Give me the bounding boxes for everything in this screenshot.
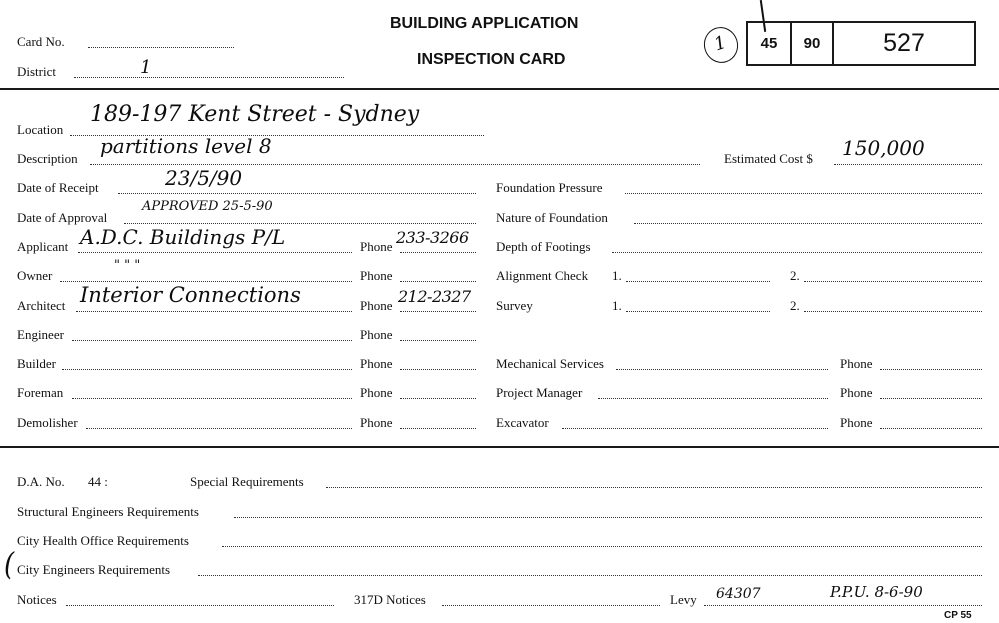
district-value: 1 [140, 57, 152, 78]
header-divider [0, 88, 999, 90]
engineer-phone-line [400, 340, 476, 341]
project-manager-phone-label: Phone [840, 385, 873, 400]
district-line [74, 77, 344, 78]
applicant-phone-line [400, 252, 476, 253]
levy-label: Levy [670, 592, 697, 607]
city-engineers-line [198, 575, 982, 576]
depth-of-footings-label: Depth of Footings [496, 239, 591, 254]
alignment-check-2-line [804, 281, 982, 282]
alignment-check-label: Alignment Check [496, 268, 589, 283]
nature-of-foundation-label: Nature of Foundation [496, 210, 608, 225]
engineer-phone-label: Phone [360, 327, 393, 342]
survey-2-label: 2. [790, 298, 800, 313]
builder-phone-label: Phone [360, 356, 393, 371]
engineer-line [72, 340, 352, 341]
applicant-phone-value: 233-3266 [396, 228, 469, 247]
number-box-a [746, 21, 792, 66]
demolisher-phone-label: Phone [360, 415, 393, 430]
architect-phone-label: Phone [360, 298, 393, 313]
owner-phone-line [400, 281, 476, 282]
city-health-office-label: City Health Office Requirements [17, 533, 189, 548]
applicant-phone-label: Phone [360, 239, 393, 254]
alignment-check-1-line [626, 281, 770, 282]
notices-317d-line [442, 605, 660, 606]
card-no-line [88, 47, 234, 48]
date-of-receipt-label: Date of Receipt [17, 180, 99, 195]
structural-engineers-label: Structural Engineers Requirements [17, 504, 199, 519]
excavator-line [562, 428, 828, 429]
architect-phone-value: 212-2327 [398, 287, 471, 306]
city-health-office-line [222, 546, 982, 547]
mechanical-services-line [616, 369, 828, 370]
description-value: partitions level 8 [100, 134, 272, 158]
estimated-cost-value: 150,000 [842, 136, 925, 160]
mechanical-services-phone-line [880, 369, 982, 370]
builder-line [62, 369, 352, 370]
demolisher-label: Demolisher [17, 415, 78, 430]
location-value: 189-197 Kent Street - Sydney [90, 102, 420, 127]
builder-label: Builder [17, 356, 56, 371]
foreman-phone-line [400, 398, 476, 399]
survey-label: Survey [496, 298, 533, 313]
card-no-label: Card No. [17, 34, 65, 49]
circled-mark [699, 23, 742, 68]
nature-of-foundation-line [634, 223, 982, 224]
alignment-check-2-label: 2. [790, 268, 800, 283]
number-box-b-value: 90 [803, 35, 821, 52]
city-engineers-label: City Engineers Requirements [17, 562, 171, 577]
foundation-pressure-label: Foundation Pressure [496, 180, 603, 195]
form-code: CP 55 [944, 610, 972, 621]
description-line [90, 164, 700, 165]
architect-label: Architect [17, 298, 66, 313]
applicant-line [78, 252, 352, 253]
card-title-line1: BUILDING APPLICATION [390, 15, 579, 32]
foreman-label: Foreman [17, 385, 64, 400]
owner-line [60, 281, 352, 282]
foreman-line [72, 398, 352, 399]
project-manager-phone-line [880, 398, 982, 399]
depth-of-footings-line [612, 252, 982, 253]
district-label: District [17, 64, 56, 79]
da-no-value: 44 : [88, 474, 108, 489]
number-box-c [832, 21, 976, 66]
demolisher-phone-line [400, 428, 476, 429]
architect-phone-line [400, 311, 476, 312]
number-box-c-value: 527 [883, 29, 925, 57]
architect-value: Interior Connections [80, 283, 301, 307]
date-of-receipt-line [118, 193, 476, 194]
project-manager-line [598, 398, 828, 399]
estimated-cost-line [834, 164, 982, 165]
special-requirements-line [326, 487, 982, 488]
applicant-label: Applicant [17, 239, 69, 254]
foundation-pressure-line [625, 193, 982, 194]
owner-label: Owner [17, 268, 53, 283]
special-requirements-label: Special Requirements [190, 474, 304, 489]
bracket-mark: ( [4, 547, 15, 583]
excavator-phone-line [880, 428, 982, 429]
circled-mark-value: 1 [711, 31, 729, 56]
notices-317d-label: 317D Notices [354, 592, 426, 607]
da-no-label: D.A. No. [17, 474, 65, 489]
applicant-value: A.D.C. Buildings P/L [80, 225, 286, 249]
section-divider [0, 446, 999, 448]
builder-phone-line [400, 369, 476, 370]
engineer-label: Engineer [17, 327, 64, 342]
card-title-line2: INSPECTION CARD [417, 51, 566, 68]
levy-line [704, 605, 982, 606]
date-of-approval-label: Date of Approval [17, 210, 108, 225]
levy-note: P.P.U. 8-6-90 [830, 583, 923, 601]
description-label: Description [17, 151, 78, 166]
location-label: Location [17, 122, 64, 137]
date-of-receipt-value: 23/5/90 [165, 166, 243, 190]
survey-1-label: 1. [612, 298, 622, 313]
excavator-label: Excavator [496, 415, 549, 430]
structural-engineers-line [234, 517, 982, 518]
estimated-cost-label: Estimated Cost $ [724, 151, 813, 166]
excavator-phone-label: Phone [840, 415, 873, 430]
date-of-approval-line [124, 223, 476, 224]
owner-value: " " " [114, 258, 141, 273]
owner-phone-label: Phone [360, 268, 393, 283]
mechanical-services-label: Mechanical Services [496, 356, 604, 371]
notices-line [66, 605, 334, 606]
number-box-a-value: 45 [760, 35, 778, 52]
foreman-phone-label: Phone [360, 385, 393, 400]
project-manager-label: Project Manager [496, 385, 583, 400]
alignment-check-1-label: 1. [612, 268, 622, 283]
survey-1-line [626, 311, 770, 312]
levy-value: 64307 [716, 586, 761, 602]
survey-2-line [804, 311, 982, 312]
notices-label: Notices [17, 592, 57, 607]
demolisher-line [86, 428, 352, 429]
date-of-approval-value: APPROVED 25-5-90 [142, 199, 273, 214]
architect-line [76, 311, 352, 312]
mechanical-services-phone-label: Phone [840, 356, 873, 371]
number-box-b [790, 21, 834, 66]
